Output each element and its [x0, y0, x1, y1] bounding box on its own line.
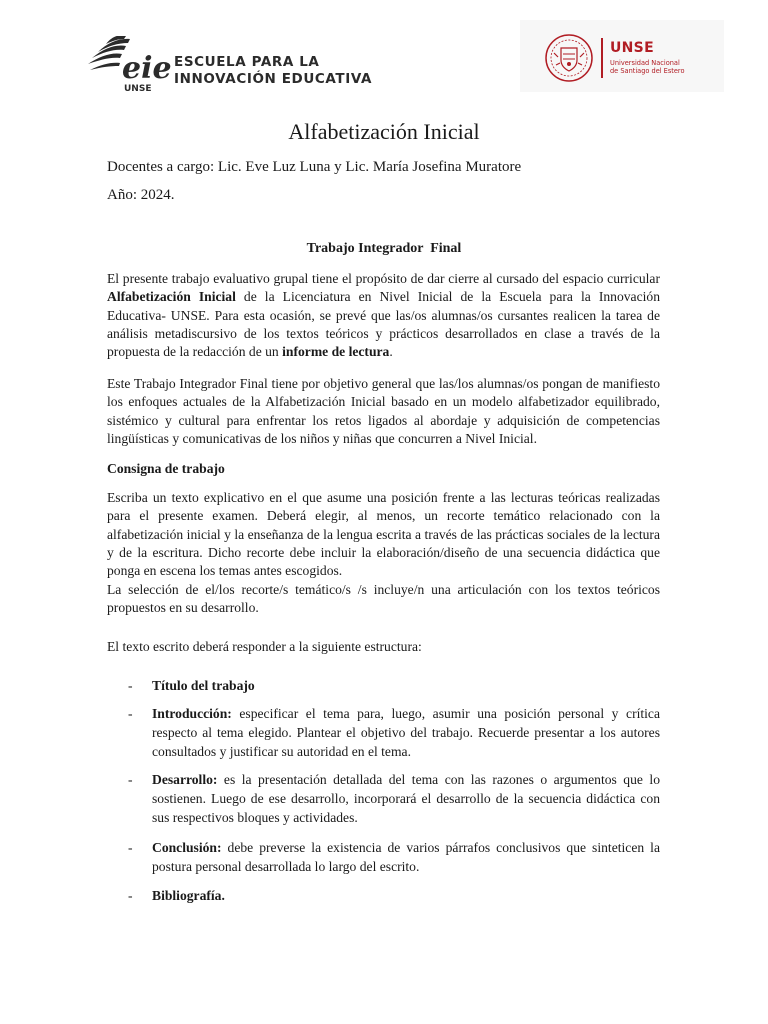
report-type: informe de lectura: [282, 344, 390, 360]
school-logo-line2: INNOVACIÓN EDUCATIVA: [174, 71, 373, 87]
document-page: eie UNSE ESCUELA PARA LA INNOVACIÓN EDUCATIVA UNSE Universidad Nacional de Santiago del Estero Alfabetización Inicial Docentes a cargo: Lic. Eve Luz Luna y Lic. María Josefina Muratore Año: 2024. Trabajo Integrador Final El presente trabajo evaluativo grupal tiene el propósito de dar cierre al cursado del espacio curricular Alfabetización Inicial de la Licenciatura en Nivel Inicial de la Escuela para la Innovación Educativa- UNSE. Para esta ocasión, se prevé que las/os alumnas/os cursantes realicen la tarea de análisis metadiscursivo de los textos teóricos y prácticos desarrollados en clase a través de la propuesta de la redacción de un informe de lectura. Este Trabajo Integrador Final tiene por objetivo general que las/los alumnas/os pongan de manifiesto los enfoques actuales de la Alfabetización Inicial basado en un modelo alfabetizador equilibrado, sistémico y cultural para enfrentar los retos ligados al abordaje y adquisición de competencias lingüísticas y comunicativas de los niños y niñas que concurren a Nivel Inicial. Consigna de trabajo Escriba un texto explicativo en el que asume una posición frente a las lecturas teóricas realizadas para el presente examen. Deberá elegir, al menos, un recorte temático relacionado con la alfabetización inicial y la enseñanza de la lengua escrita a través de las prácticas sociales de la lectura y de la escritura. Dicho recorte debe incluir la elaboración/diseño de una secuencia didáctica que ponga en escena los temas antes escogidos. La selección de el/los recorte/s temático/s /s incluye/n una articulación con los textos teóricos propuestos en su desarrollo. El texto escrito deberá responder a la siguiente estructura: - Título del trabajo - Introducción: especificar el tema para, luego, asumir una posición personal y crítica respecto al tema elegido. Plantear el objetivo del trabajo. Recuerde presentar a los autores consultados y justificar su autoridad en el tema. - Desarrollo: es la presentación detallada del tema con las razones o argumentos que lo sostienen. Luego de ese desarrollo, incorporará el desarrollo de la secuencia didáctica con sus respectivos bloques y actividades. - Conclusión: debe preverse la existencia de varios párrafos conclusivos que sinteticen la postura personal desarrollada lo largo del escrito. - Bibliografía.: [0, 0, 768, 1024]
school-logo: [86, 36, 376, 96]
intro-paragraph-1: El presente trabajo evaluativo grupal tiene el propósito de dar cierre al cursado del espacio curricular Alfabetización Inicial de la Licenciatura en Nivel Inicial de la Escuela para la Innovación Educativa- UNSE. Para esta ocasión, se prevé que las/os alumnas/os cursantes realicen la tarea de análisis metadiscursivo de los textos teóricos y prácticos desarrollados en clase a través de la propuesta de la redacción de un informe de lectura.: [107, 271, 660, 360]
bullet-dash: -: [128, 678, 133, 693]
consigna-paragraph-2: La selección de el/los recorte/s temático/s /s incluye/n una articulación con los textos teóricos propuestos en su desarrollo.: [107, 582, 660, 616]
university-logo: [520, 20, 724, 92]
logo-divider: [601, 38, 603, 78]
year-line: Año: 2024.: [107, 187, 175, 203]
bullet-dash: -: [128, 772, 133, 787]
teachers-line: Docentes a cargo: Lic. Eve Luz Luna y Lic. María Josefina Muratore: [107, 159, 522, 175]
document-title: Alfabetización Inicial: [288, 119, 480, 144]
svg-text:eie: eie: [122, 51, 172, 86]
bullet-dash: -: [128, 706, 133, 721]
consigna-heading: Consigna de trabajo: [107, 461, 225, 476]
bullet-dash: -: [128, 840, 133, 855]
section-subtitle: Trabajo Integrador Final: [306, 241, 462, 256]
intro-paragraph-2: Este Trabajo Integrador Final tiene por objetivo general que las/los alumnas/os pongan de manifiesto los enfoques actuales de la Alfabetización Inicial basado en un modelo alfabetizador equilibrado, sistémico y cultural para enfrentar los retos ligados al abordaje y adquisición de competencias lingüísticas y comunicativas de los niños y niñas que concurren a Nivel Inicial.: [107, 376, 660, 446]
bullet-dash: -: [128, 888, 133, 903]
school-logo-text: [174, 54, 372, 88]
eie-logo-icon: [86, 36, 172, 94]
course-name: Alfabetización Inicial: [107, 289, 236, 305]
consigna-paragraph-1: Escriba un texto explicativo en el que asume una posición frente a las lecturas teóricas realizadas para el presente examen. Deberá elegir, al menos, un recorte temático relacionado con la alfabetización inicial y la enseñanza de la lengua escrita a través de las prácticas sociales de la lectura y de la escritura. Dicho recorte debe incluir la elaboración/diseño de una secuencia didáctica que ponga en escena los temas antes escogidos.: [107, 490, 660, 579]
school-logo-line1: ESCUELA PARA LA: [174, 54, 320, 70]
svg-text:UNSE: UNSE: [124, 84, 152, 94]
university-name: Universidad Nacional de Santiago del Estero: [610, 59, 685, 75]
structure-intro: El texto escrito deberá responder a la siguiente estructura:: [107, 639, 422, 654]
university-acronym: UNSE: [610, 40, 654, 56]
unse-seal-icon: [544, 33, 594, 83]
